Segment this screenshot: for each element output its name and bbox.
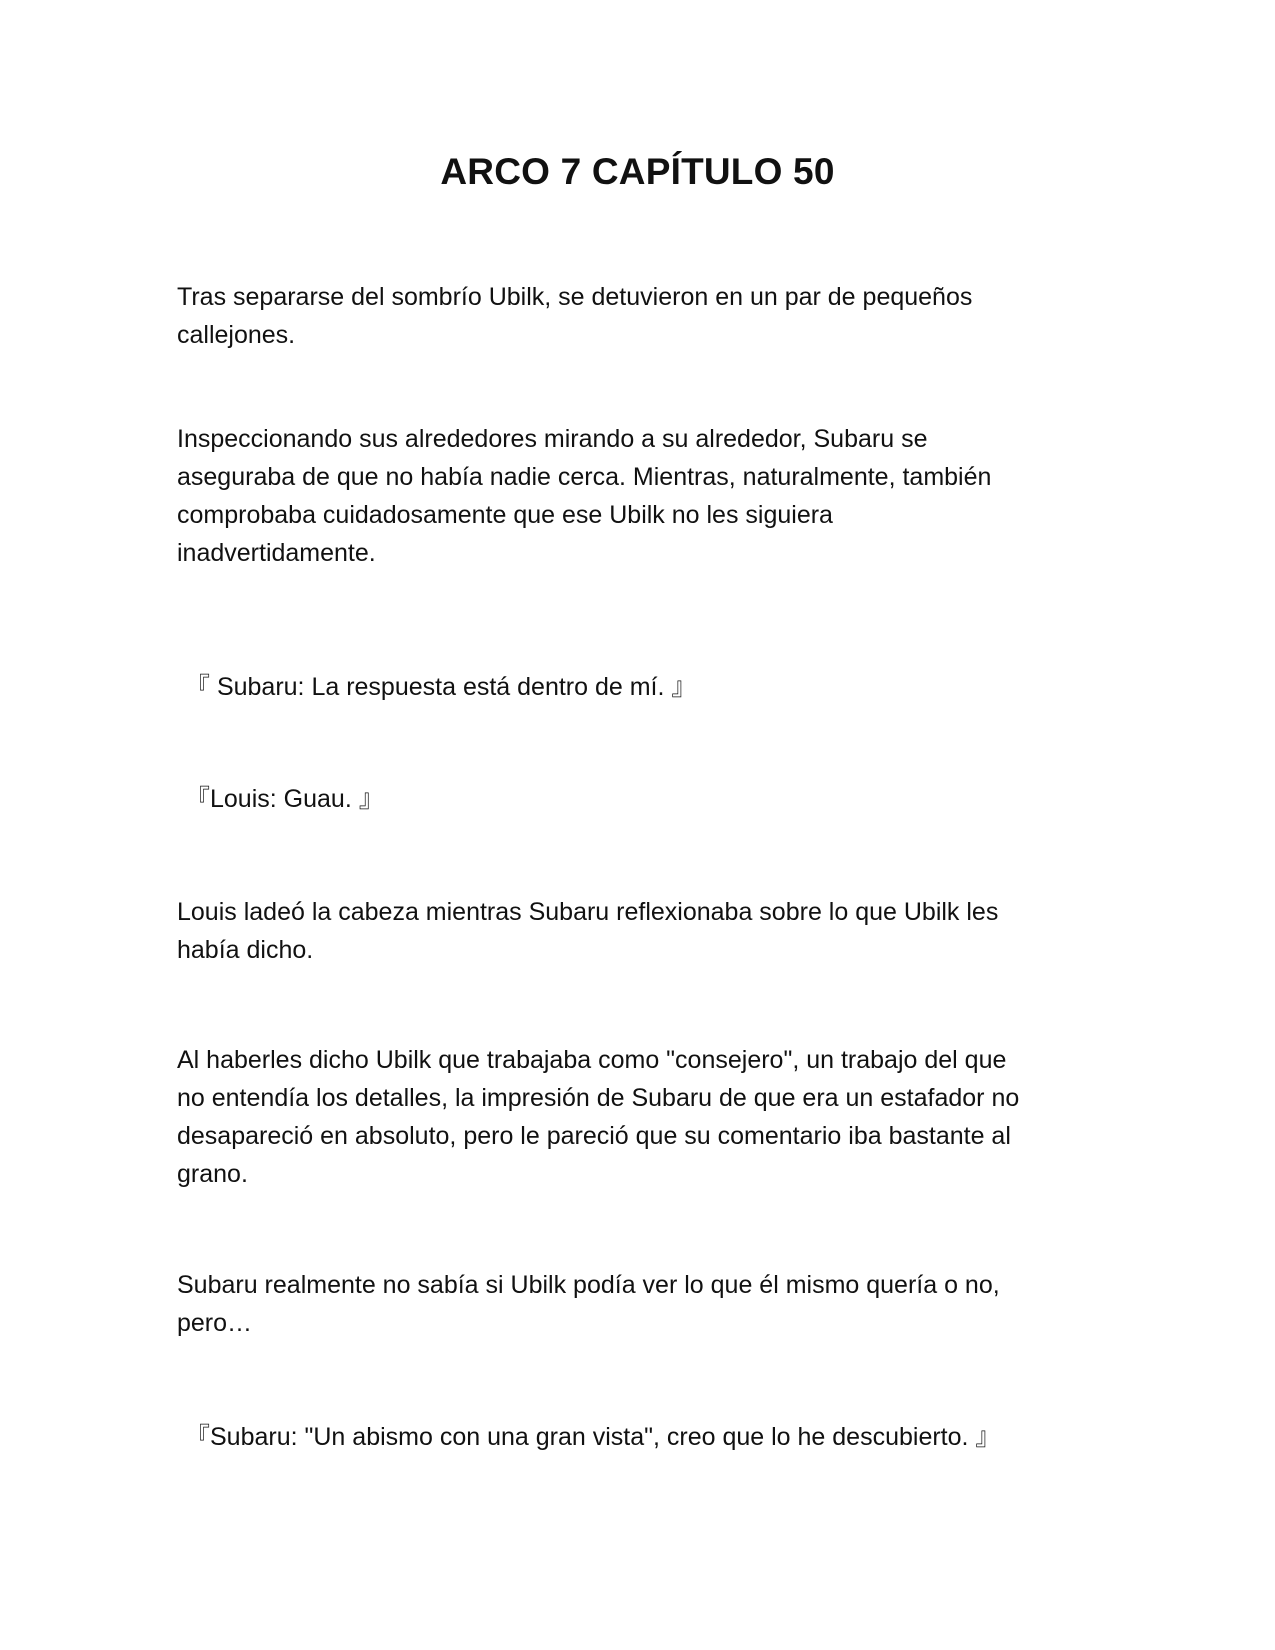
paragraph-line: pero… bbox=[177, 1309, 253, 1337]
dialogue-louis: 『Louis: Guau. 』 bbox=[185, 785, 384, 813]
paragraph-line: había dicho. bbox=[177, 936, 314, 964]
dialogue-subaru-2: 『Subaru: "Un abismo con una gran vista", creo que lo he descubierto. 』 bbox=[185, 1423, 1001, 1451]
paragraph-line: Al haberles dicho Ubilk que trabajaba como "consejero", un trabajo del que bbox=[177, 1046, 1007, 1074]
paragraph-line: desapareció en absoluto, pero le pareció que su comentario iba bastante al bbox=[177, 1122, 1011, 1150]
paragraph-line: Subaru realmente no sabía si Ubilk podía ver lo que él mismo quería o no, bbox=[177, 1271, 1000, 1299]
paragraph-4 bbox=[177, 1041, 1097, 1193]
chapter-title: ARCO 7 CAPÍTULO 50 bbox=[440, 151, 835, 192]
paragraph-5 bbox=[177, 1266, 1097, 1342]
paragraph-line: callejones. bbox=[177, 321, 296, 349]
dialogue-subaru-1: 『 Subaru: La respuesta está dentro de mí. 』 bbox=[185, 673, 697, 701]
paragraph-line: Louis ladeó la cabeza mientras Subaru reflexionaba sobre lo que Ubilk les bbox=[177, 898, 999, 926]
paragraph-line: Inspeccionando sus alrededores mirando a su alrededor, Subaru se bbox=[177, 425, 928, 453]
paragraph-line: comprobaba cuidadosamente que ese Ubilk no les siguiera bbox=[177, 501, 833, 529]
paragraph-line: aseguraba de que no había nadie cerca. Mientras, naturalmente, también bbox=[177, 463, 992, 491]
paragraph-line: grano. bbox=[177, 1160, 248, 1188]
paragraph-line: inadvertidamente. bbox=[177, 539, 376, 567]
paragraph-2 bbox=[177, 420, 1097, 572]
paragraph-3 bbox=[177, 893, 1097, 969]
paragraph-line: no entendía los detalles, la impresión de Subaru de que era un estafador no bbox=[177, 1084, 1020, 1112]
paragraph-line: Tras separarse del sombrío Ubilk, se detuvieron en un par de pequeños bbox=[177, 283, 973, 311]
paragraph-1 bbox=[177, 278, 1097, 354]
